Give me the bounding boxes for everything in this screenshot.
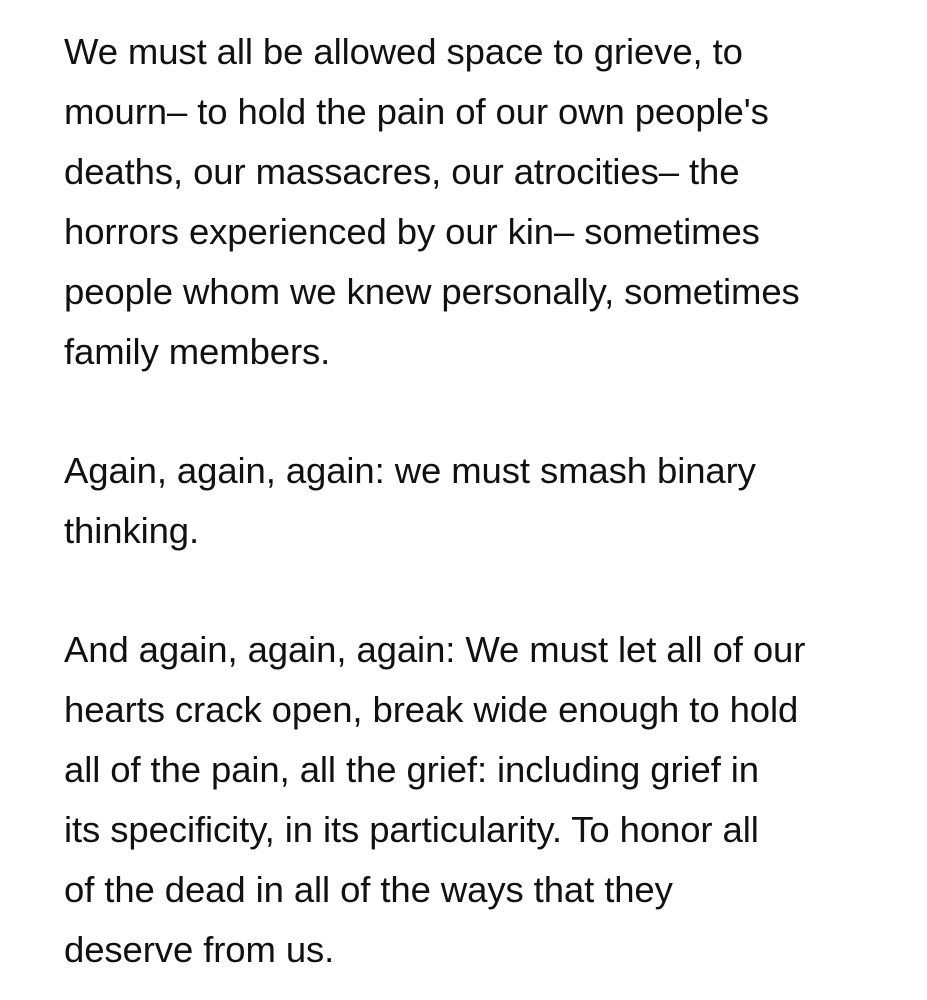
- text-line: people whom we knew personally, sometimes: [64, 271, 800, 312]
- text-line: deserve from us.: [64, 929, 335, 970]
- paragraph-grieve: [64, 22, 894, 382]
- text-line: its specificity, in its particularity. To honor all: [64, 809, 759, 850]
- text-line: Again, again, again: we must smash binary: [64, 450, 756, 491]
- text-line: of the dead in all of the ways that they: [64, 869, 673, 910]
- article-body: [64, 22, 894, 980]
- text-line: all of the pain, all the grief: including grief in: [64, 749, 760, 790]
- paragraph-binary-thinking: [64, 441, 894, 561]
- text-line: thinking.: [64, 510, 200, 551]
- paragraph-hearts-crack-open: [64, 620, 894, 980]
- text-line: And again, again, again: We must let all of our: [64, 629, 806, 670]
- text-line: We must all be allowed space to grieve, to: [64, 31, 743, 72]
- text-line: family members.: [64, 331, 331, 372]
- text-line: horrors experienced by our kin– sometimes: [64, 211, 760, 252]
- text-line: hearts crack open, break wide enough to hold: [64, 689, 799, 730]
- text-line: mourn– to hold the pain of our own people's: [64, 91, 769, 132]
- text-line: deaths, our massacres, our atrocities– the: [64, 151, 740, 192]
